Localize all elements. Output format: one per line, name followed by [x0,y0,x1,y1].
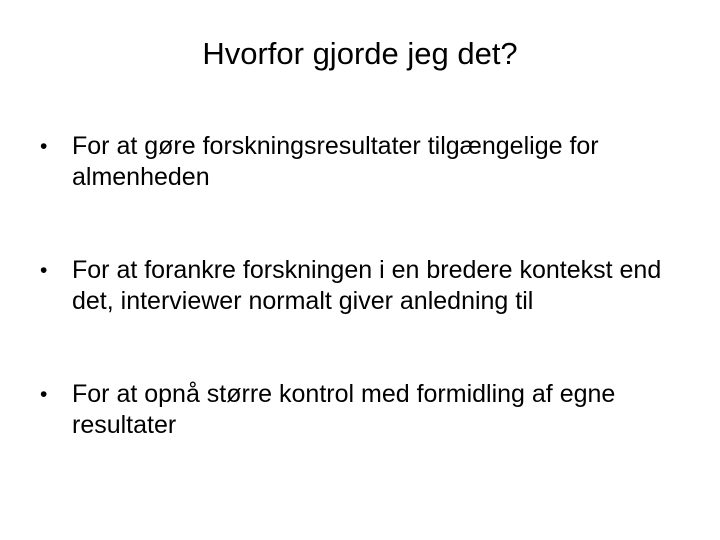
slide-title: Hvorfor gjorde jeg det? [202,36,518,71]
bullet-dot-icon: • [40,259,48,282]
bullet-item [40,255,690,317]
bullet-text: For at forankre forskningen i en bredere kontekst end det, interviewer normalt giver anledning til [72,256,662,315]
bullet-list [40,131,690,441]
bullet-item [40,131,690,193]
bullet-dot-icon: • [40,383,48,406]
bullet-text: For at opnå større kontrol med formidling af egne resultater [72,380,616,439]
bullet-text: For at gøre forskningsresultater tilgængelige for almenheden [72,132,599,191]
bullet-item [40,379,690,441]
bullet-dot-icon: • [40,135,48,158]
